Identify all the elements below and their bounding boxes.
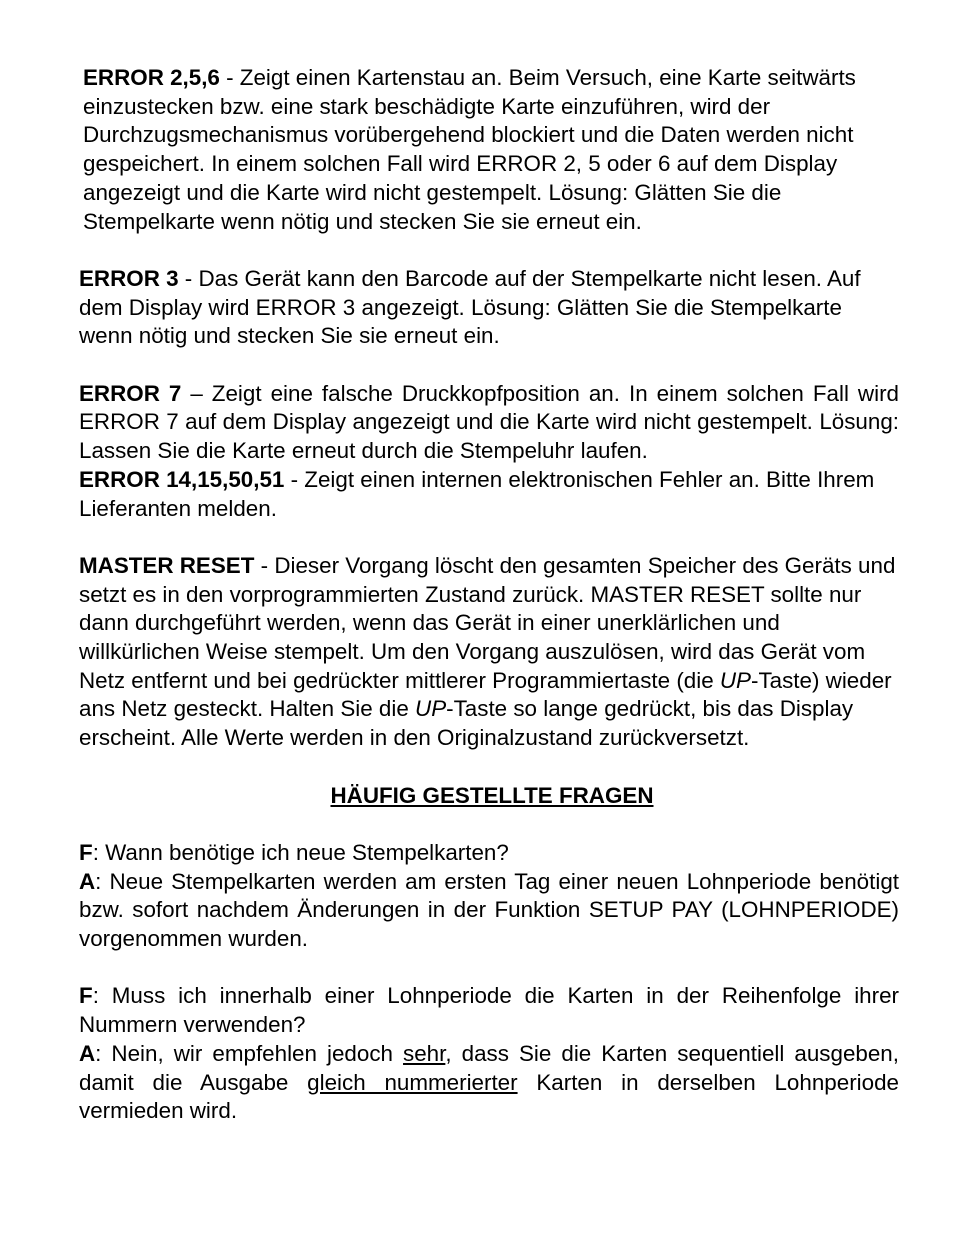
- master-reset-text-3: -Taste so lange gedrückt, bis das Display erscheint. Alle Werte werden in den Originalzustand zurückversetzt.: [79, 696, 854, 751]
- faq-heading: HÄUFIG GESTELLTE FRAGEN: [330, 782, 654, 808]
- document-page: [79, 64, 899, 1126]
- question-label: F: [79, 839, 93, 865]
- faq-answer-2: [79, 1040, 899, 1126]
- master-reset-text-1: - Dieser Vorgang löscht den gesamten Speicher des Geräts und setzt es in den vorprogrammierten Zustand zurück. MASTER RESET sollte nur dann durchgeführt werden, wenn das Gerät in einer unerklärlichen und willkürlichen Weise stempelt. Um den Vorgang auszulösen, wird das Gerät vom Netz entfernt und bei gedrückter mittlerer Programmiertaste (die: [79, 552, 896, 693]
- error-256-text: - Zeigt einen Kartenstau an. Beim Versuch, eine Karte seitwärts einzustecken bzw. eine stark beschädigte Karte einzuführen, wird der Durchzugsmechanismus vorübergehend blockiert und die Daten werden nicht gespeichert. In einem solchen Fall wird ERROR 2, 5 oder 6 auf dem Display angezeigt und die Karte wird nicht gestempelt. Lösung: Glätten Sie die Stempelkarte wenn nötig und stecken Sie sie erneut ein.: [83, 65, 856, 234]
- question-text: : Wann benötige ich neue Stempelkarten?: [92, 839, 509, 865]
- emphasis-underline: gleich nummerierter: [307, 1069, 518, 1095]
- error-7-text: – Zeigt eine falsche Druckkopfposition an. In einem solchen Fall wird ERROR 7 auf dem Display angezeigt und die Karte wird nicht gestempelt. Lösung: Lassen Sie die Karte erneut durch die Stempeluhr laufen.: [79, 380, 899, 464]
- error-7-label: ERROR 7: [79, 380, 182, 406]
- answer-label: A: [79, 868, 96, 894]
- error-3-text: - Das Gerät kann den Barcode auf der Stempelkarte nicht lesen. Auf dem Display wird ERROR 3 angezeigt. Lösung: Glätten Sie die Stempelkarte wenn nötig und stecken Sie sie erneut ein.: [79, 265, 861, 349]
- answer-text-2: , dass Sie die Karten sequentiell ausgeben, damit die Ausgabe: [79, 1040, 899, 1095]
- spacer: [79, 523, 899, 552]
- error-7-paragraph: [79, 380, 899, 466]
- answer-text-1: : Nein, wir empfehlen jedoch: [95, 1040, 404, 1066]
- answer-text: : Neue Stempelkarten werden am ersten Tag einer neuen Lohnperiode benötigt bzw. sofort nachdem Änderungen in der Funktion SETUP PAY (LOHNPERIODE) vorgenommen wurden.: [79, 868, 899, 952]
- error-3-label: ERROR 3: [79, 265, 179, 291]
- spacer: [79, 236, 899, 265]
- error-256-label: ERROR 2,5,6: [83, 65, 220, 90]
- master-reset-paragraph: [79, 552, 899, 753]
- error-14-paragraph: [79, 466, 899, 523]
- up-key-name: UP: [415, 696, 447, 722]
- emphasis-underline: sehr: [403, 1040, 446, 1066]
- error-14-text: - Zeigt einen internen elektronischen Fehler an. Bitte Ihrem Lieferanten melden.: [79, 466, 875, 521]
- spacer: [79, 351, 899, 380]
- spacer: [79, 810, 899, 839]
- faq-question-1: [79, 839, 899, 868]
- spacer: [79, 753, 899, 782]
- faq-answer-1: [79, 868, 899, 954]
- question-label: F: [79, 983, 93, 1009]
- up-key-name: UP: [719, 667, 751, 693]
- error-3-paragraph: [79, 265, 899, 351]
- answer-text-3: Karten in derselben Lohnperiode vermieden wird.: [79, 1069, 899, 1124]
- spacer: [79, 954, 899, 983]
- error-256-paragraph: [79, 64, 899, 236]
- master-reset-label: MASTER RESET: [79, 552, 255, 578]
- question-text: : Muss ich innerhalb einer Lohnperiode die Karten in der Reihenfolge ihrer Nummern verwenden?: [79, 983, 899, 1038]
- master-reset-text-2: -Taste) wieder ans Netz gesteckt. Halten Sie die: [79, 667, 892, 722]
- error-14-label: ERROR 14,15,50,51: [79, 466, 285, 492]
- faq-question-2: [79, 982, 899, 1039]
- answer-label: A: [79, 1040, 96, 1066]
